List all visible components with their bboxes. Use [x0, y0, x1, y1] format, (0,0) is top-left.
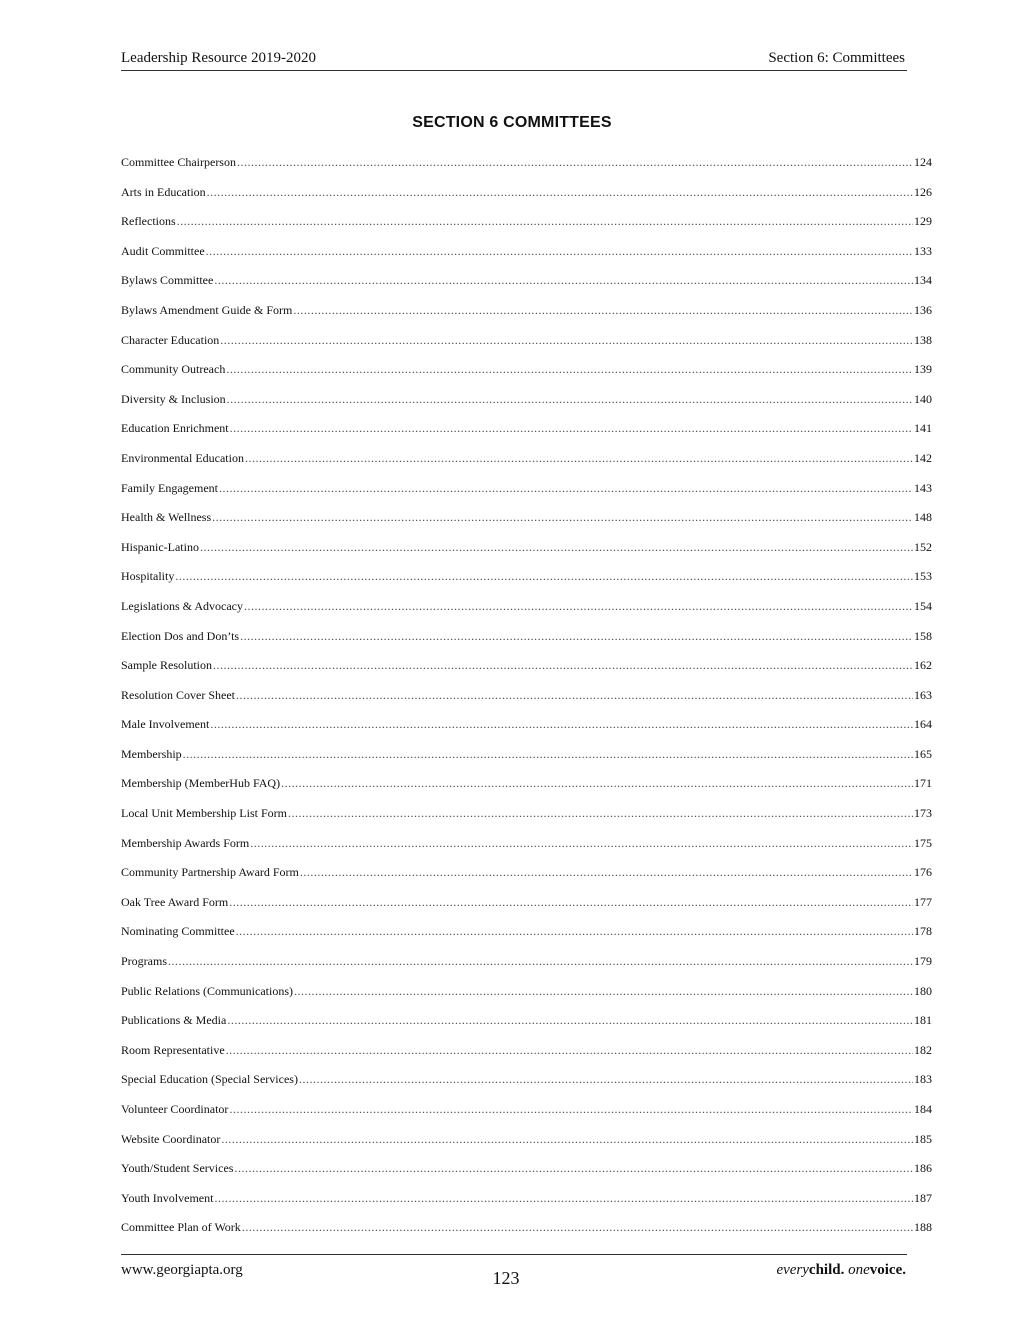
toc-entry-page: 152	[914, 539, 932, 554]
toc-dot-leader	[213, 658, 913, 672]
toc-entry-label: Website Coordinator	[121, 1131, 221, 1146]
toc-entry-label: Volunteer Coordinator	[121, 1102, 229, 1116]
toc-entry[interactable]	[121, 865, 932, 895]
toc-entry-page: 181	[914, 1013, 932, 1028]
toc-entry-page: 129	[914, 214, 932, 229]
toc-dot-leader	[226, 362, 913, 376]
toc-entry-page: 171	[914, 776, 932, 791]
toc-entry-page: 184	[914, 1102, 932, 1116]
toc-dot-leader	[175, 569, 913, 583]
toc-dot-leader	[214, 1191, 913, 1205]
toc-dot-leader	[229, 1102, 913, 1116]
toc-dot-leader	[242, 1220, 913, 1234]
toc-entry[interactable]	[121, 185, 932, 215]
toc-entry-page: 154	[914, 598, 932, 613]
toc-entry-label: Reflections	[121, 214, 176, 229]
toc-entry-page: 138	[914, 332, 932, 347]
footer-divider	[121, 1254, 907, 1255]
toc-entry-label: Oak Tree Award Form	[121, 894, 229, 909]
toc-entry[interactable]	[121, 155, 932, 185]
toc-entry[interactable]	[121, 303, 932, 333]
toc-entry-page: 153	[914, 569, 932, 584]
toc-dot-leader	[236, 688, 913, 702]
toc-entry-label: Education Enrichment	[121, 421, 229, 436]
toc-entry-page: 136	[914, 302, 932, 317]
toc-entry[interactable]	[121, 244, 932, 274]
toc-dot-leader	[229, 895, 913, 909]
toc-dot-leader	[226, 1043, 913, 1057]
toc-entry-label: Election Dos and Don’ts	[121, 628, 240, 643]
toc-entry[interactable]	[121, 717, 932, 747]
footer-tagline	[776, 1262, 906, 1279]
toc-entry-label: Diversity & Inclusion	[121, 391, 226, 406]
toc-dot-leader	[227, 1013, 913, 1027]
toc-entry[interactable]	[121, 540, 932, 570]
toc-entry-page: 158	[914, 628, 932, 643]
toc-entry-label: Audit Committee	[121, 243, 205, 258]
toc-entry[interactable]	[121, 451, 932, 481]
toc-entry-page: 164	[914, 717, 932, 732]
toc-entry[interactable]	[121, 1072, 932, 1102]
toc-entry[interactable]	[121, 1132, 932, 1162]
toc-entry-page: 179	[914, 954, 932, 969]
toc-entry[interactable]	[121, 776, 932, 806]
toc-entry-label: Bylaws Amendment Guide & Form	[121, 302, 293, 317]
toc-entry[interactable]	[121, 362, 932, 392]
toc-dot-leader	[294, 984, 913, 998]
toc-entry-label: Arts in Education	[121, 184, 206, 199]
toc-entry-page: 173	[914, 806, 932, 821]
toc-entry-label: Community Outreach	[121, 362, 226, 377]
toc-dot-leader	[237, 155, 913, 169]
toc-entry-page: 126	[914, 184, 932, 199]
toc-dot-leader	[281, 776, 913, 790]
toc-entry-label: Nominating Committee	[121, 924, 235, 939]
toc-entry-page: 141	[914, 421, 932, 436]
toc-entry-page: 165	[914, 746, 932, 761]
toc-entry[interactable]	[121, 1220, 932, 1250]
toc-dot-leader	[236, 924, 913, 938]
toc-entry-label: Committee Chairperson	[121, 155, 236, 169]
toc-dot-leader	[168, 954, 913, 968]
toc-dot-leader	[212, 510, 913, 524]
toc-dot-leader	[210, 717, 913, 731]
toc-dot-leader	[293, 303, 913, 317]
toc-entry-page: 148	[914, 510, 932, 525]
toc-dot-leader	[244, 599, 913, 613]
toc-entry-label: Bylaws Committee	[121, 273, 214, 288]
toc-entry-label: Sample Resolution	[121, 658, 212, 673]
toc-entry[interactable]	[121, 924, 932, 954]
toc-entry-page: 140	[914, 391, 932, 406]
toc-entry[interactable]	[121, 954, 932, 984]
toc-entry[interactable]	[121, 214, 932, 244]
toc-dot-leader	[234, 1161, 913, 1175]
toc-entry-page: 143	[914, 480, 932, 495]
toc-entry-label: Publications & Media	[121, 1013, 227, 1028]
page-header	[121, 50, 907, 71]
toc-entry-page: 162	[914, 658, 932, 673]
toc-entry-page: 187	[914, 1190, 932, 1205]
header-section-title: Section 6: Committees	[768, 50, 905, 66]
toc-dot-leader	[240, 629, 913, 643]
toc-entry[interactable]	[121, 481, 932, 511]
toc-entry-page: 178	[914, 924, 932, 939]
toc-dot-leader	[206, 244, 913, 258]
toc-entry[interactable]	[121, 1013, 932, 1043]
toc-dot-leader	[250, 836, 913, 850]
toc-entry-label: Membership (MemberHub FAQ)	[121, 776, 281, 791]
tagline-voice: voice.	[869, 1262, 906, 1278]
toc-dot-leader	[219, 481, 913, 495]
toc-entry-label: Committee Plan of Work	[121, 1220, 241, 1235]
tagline-child: child.	[808, 1262, 845, 1278]
toc-dot-leader	[214, 273, 913, 287]
table-of-contents	[121, 155, 932, 1250]
toc-entry-label: Health & Wellness	[121, 510, 212, 525]
toc-entry[interactable]	[121, 510, 932, 540]
toc-dot-leader	[221, 1132, 913, 1146]
toc-entry-label: Local Unit Membership List Form	[121, 806, 287, 821]
toc-entry[interactable]	[121, 747, 932, 777]
toc-entry-page: 185	[914, 1131, 932, 1146]
toc-entry-page: 176	[914, 865, 932, 880]
toc-entry-label: Room Representative	[121, 1042, 225, 1057]
toc-entry[interactable]	[121, 806, 932, 836]
toc-entry-page: 183	[914, 1072, 932, 1087]
toc-entry[interactable]	[121, 1161, 932, 1191]
toc-entry-page: 186	[914, 1161, 932, 1176]
toc-entry[interactable]	[121, 895, 932, 925]
header-document-title: Leadership Resource 2019-2020	[121, 50, 316, 66]
toc-dot-leader	[183, 747, 913, 761]
tagline-every: every	[776, 1262, 809, 1278]
toc-entry[interactable]	[121, 1043, 932, 1073]
toc-dot-leader	[207, 185, 913, 199]
toc-dot-leader	[299, 1072, 913, 1086]
toc-entry-label: Youth/Student Services	[121, 1161, 234, 1176]
toc-dot-leader	[177, 214, 913, 228]
toc-entry-label: Male Involvement	[121, 717, 210, 732]
toc-entry-page: 142	[914, 450, 932, 465]
toc-entry-page: 182	[914, 1042, 932, 1057]
toc-entry-label: Membership Awards Form	[121, 835, 250, 850]
toc-entry-label: Programs	[121, 954, 167, 969]
page-number: 123	[492, 1268, 520, 1288]
toc-entry-label: Legislations & Advocacy	[121, 598, 243, 613]
toc-dot-leader	[300, 865, 913, 879]
toc-entry-label: Community Partnership Award Form	[121, 865, 299, 880]
tagline-one: one	[848, 1262, 870, 1278]
toc-entry-label: Hispanic-Latino	[121, 539, 199, 554]
toc-entry[interactable]	[121, 421, 932, 451]
toc-entry-page: 188	[914, 1220, 932, 1235]
toc-entry-label: Resolution Cover Sheet	[121, 687, 235, 702]
toc-entry-label: Environmental Education	[121, 450, 244, 465]
toc-entry-page: 163	[914, 687, 932, 702]
toc-entry[interactable]	[121, 836, 932, 866]
toc-entry[interactable]	[121, 984, 932, 1014]
toc-entry[interactable]	[121, 1102, 932, 1132]
toc-entry-page: 133	[914, 243, 932, 258]
toc-entry-label: Youth Involvement	[121, 1190, 214, 1205]
toc-entry-page: 139	[914, 362, 932, 377]
toc-entry-label: Special Education (Special Services)	[121, 1072, 298, 1087]
toc-entry-label: Public Relations (Communications)	[121, 983, 293, 998]
toc-entry-page: 180	[914, 983, 932, 998]
page-title: SECTION 6 COMMITTEES	[412, 114, 612, 131]
toc-entry[interactable]	[121, 688, 932, 718]
toc-entry[interactable]	[121, 1191, 932, 1221]
toc-dot-leader	[288, 806, 913, 820]
toc-entry[interactable]	[121, 273, 932, 303]
toc-entry-label: Family Engagement	[121, 480, 218, 495]
footer-url: www.georgiapta.org	[121, 1262, 243, 1278]
toc-entry-page: 134	[914, 273, 932, 288]
toc-entry-page: 124	[914, 155, 932, 169]
toc-entry-page: 177	[914, 894, 932, 909]
toc-dot-leader	[245, 451, 913, 465]
toc-entry-label: Character Education	[121, 332, 220, 347]
toc-entry[interactable]	[121, 658, 932, 688]
toc-entry[interactable]	[121, 629, 932, 659]
toc-entry-page: 175	[914, 835, 932, 850]
toc-entry[interactable]	[121, 569, 932, 599]
toc-entry-label: Membership	[121, 746, 182, 761]
toc-entry[interactable]	[121, 599, 932, 629]
toc-entry[interactable]	[121, 333, 932, 363]
toc-dot-leader	[200, 540, 913, 554]
toc-dot-leader	[220, 333, 913, 347]
toc-dot-leader	[230, 421, 913, 435]
toc-entry-label: Hospitality	[121, 569, 175, 584]
toc-dot-leader	[227, 392, 913, 406]
toc-entry[interactable]	[121, 392, 932, 422]
